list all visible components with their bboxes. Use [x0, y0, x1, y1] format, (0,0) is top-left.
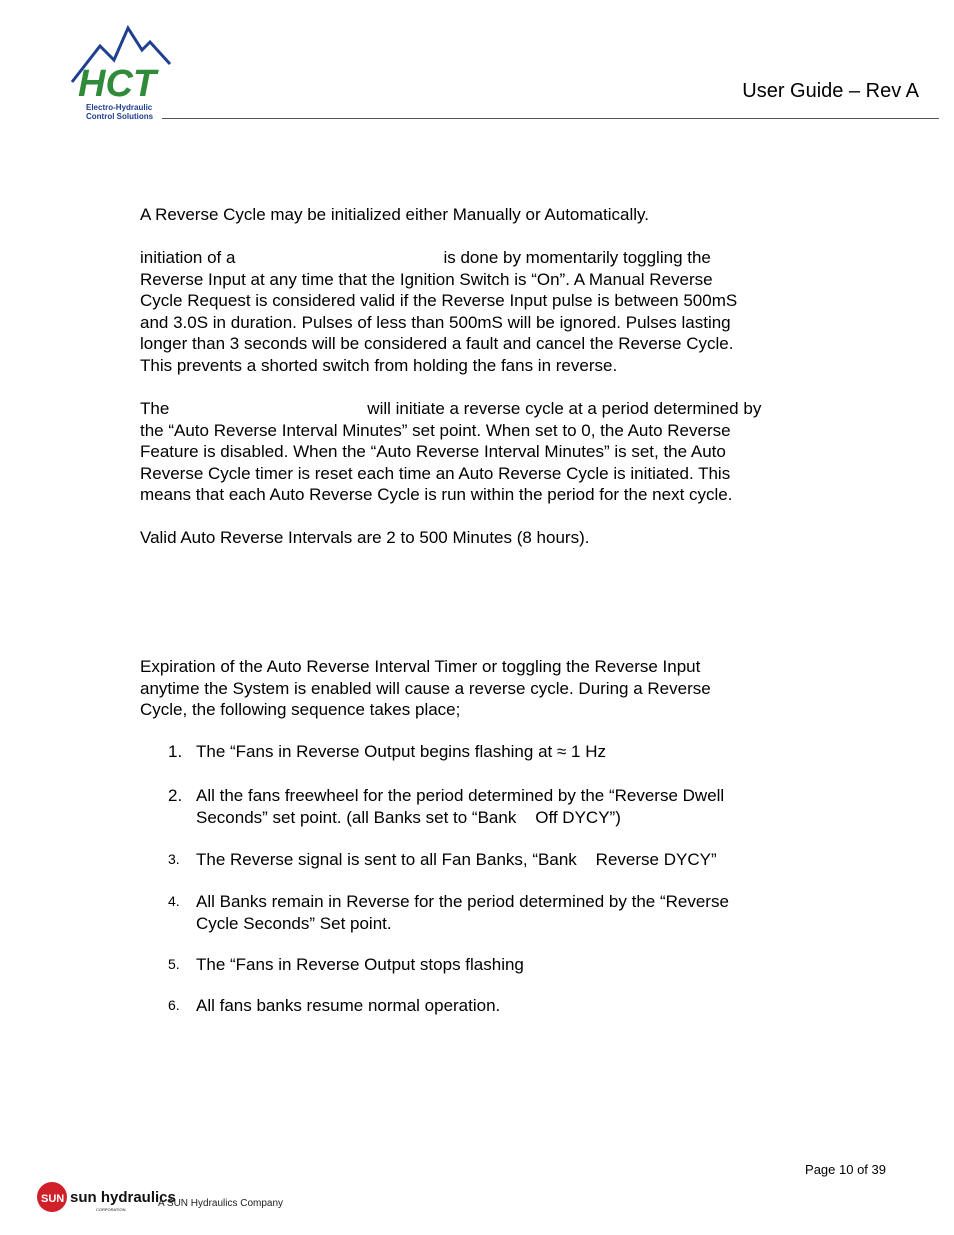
list-item [168, 741, 808, 763]
hct-logo-subtitle-1: Electro-Hydraulic [86, 103, 153, 112]
company-tagline: A SUN Hydraulics Company [158, 1198, 284, 1209]
list-item-text: All Banks remain in Reverse for the period determined by the “Reverse [196, 892, 729, 911]
list-item-number: 4. [168, 893, 180, 909]
list-item-text: The “Fans in Reverse Output stops flashing [196, 955, 524, 974]
list-item [168, 849, 808, 871]
paragraph-line: Reverse Cycle timer is reset each time an Auto Reverse Cycle is initiated. This [140, 463, 731, 483]
hct-logo-subtitle-2: Control Solutions [86, 112, 154, 121]
list-item-text: Cycle Seconds” Set point. [196, 913, 392, 933]
list-item-number: 3. [168, 851, 180, 867]
sun-brand-text: sun hydraulics [70, 1189, 176, 1206]
paragraph-line: Cycle, the following sequence takes place; [140, 700, 461, 719]
header-divider [162, 118, 939, 119]
svg-text:SUN: SUN [41, 1193, 65, 1205]
paragraph-intro: A Reverse Cycle may be initialized either Manually or Automatically. [140, 205, 649, 224]
sun-hydraulics-logo [36, 1178, 176, 1216]
list-item-number: 6. [168, 997, 180, 1013]
hct-logo [70, 22, 172, 124]
list-item-number: 2. [168, 786, 183, 805]
paragraph-line: Reverse Input at any time that the Ignition Switch is “On”. A Manual Reverse [140, 269, 713, 289]
list-item-text: Seconds” set point. (all Banks set to “Bank Off DYCY”) [196, 807, 621, 827]
list-item [168, 954, 808, 976]
paragraph-line: longer than 3 seconds will be considered a fault and cancel the Reverse Cycle. [140, 334, 734, 353]
list-item [168, 891, 808, 934]
paragraph-line: Expiration of the Auto Reverse Interval Timer or toggling the Reverse Input [140, 657, 701, 676]
hct-logo-text: HCT [78, 63, 157, 105]
paragraph-line: This prevents a shorted switch from holding the fans in reverse. [140, 355, 618, 375]
paragraph-line: Cycle Request is considered valid if the Reverse Input pulse is between 500mS [140, 291, 738, 310]
list-item-text: All the fans freewheel for the period determined by the “Reverse Dwell [196, 786, 725, 805]
paragraph-line: and 3.0S in duration. Pulses of less than 500mS will be ignored. Pulses lasting [140, 312, 731, 332]
list-item-number: 1. [168, 742, 183, 761]
page-number: Page 10 of 39 [805, 1162, 886, 1177]
paragraph-manual [140, 247, 820, 376]
paragraph-auto [140, 398, 820, 506]
list-item-text: The Reverse signal is sent to all Fan Banks, “Bank Reverse DYCY” [196, 850, 717, 869]
list-item-text: The “Fans in Reverse Output begins flashing at ≈ 1 Hz [196, 742, 606, 761]
paragraph-line: the “Auto Reverse Interval Minutes” set point. When set to 0, the Auto Reverse [140, 420, 731, 440]
list-item-text: All fans banks resume normal operation. [196, 996, 501, 1015]
sun-brand-sub: CORPORATION [96, 1207, 126, 1212]
list-item-number: 5. [168, 956, 180, 972]
list-item [168, 785, 808, 828]
paragraph-line: anytime the System is enabled will cause a reverse cycle. During a Reverse [140, 678, 711, 698]
document-title: User Guide – Rev A [742, 80, 919, 102]
paragraph-manual-first-line: initiation of a is done by momentarily toggling the [140, 248, 711, 267]
paragraph-intervals: Valid Auto Reverse Intervals are 2 to 500 Minutes (8 hours). [140, 528, 590, 547]
paragraph-line: means that each Auto Reverse Cycle is run within the period for the next cycle. [140, 485, 733, 504]
paragraph-sequence-intro [140, 656, 820, 721]
list-item [168, 995, 808, 1017]
paragraph-auto-first-line: The will initiate a reverse cycle at a period determined by [140, 399, 762, 418]
paragraph-line: Feature is disabled. When the “Auto Reverse Interval Minutes” is set, the Auto [140, 442, 726, 461]
